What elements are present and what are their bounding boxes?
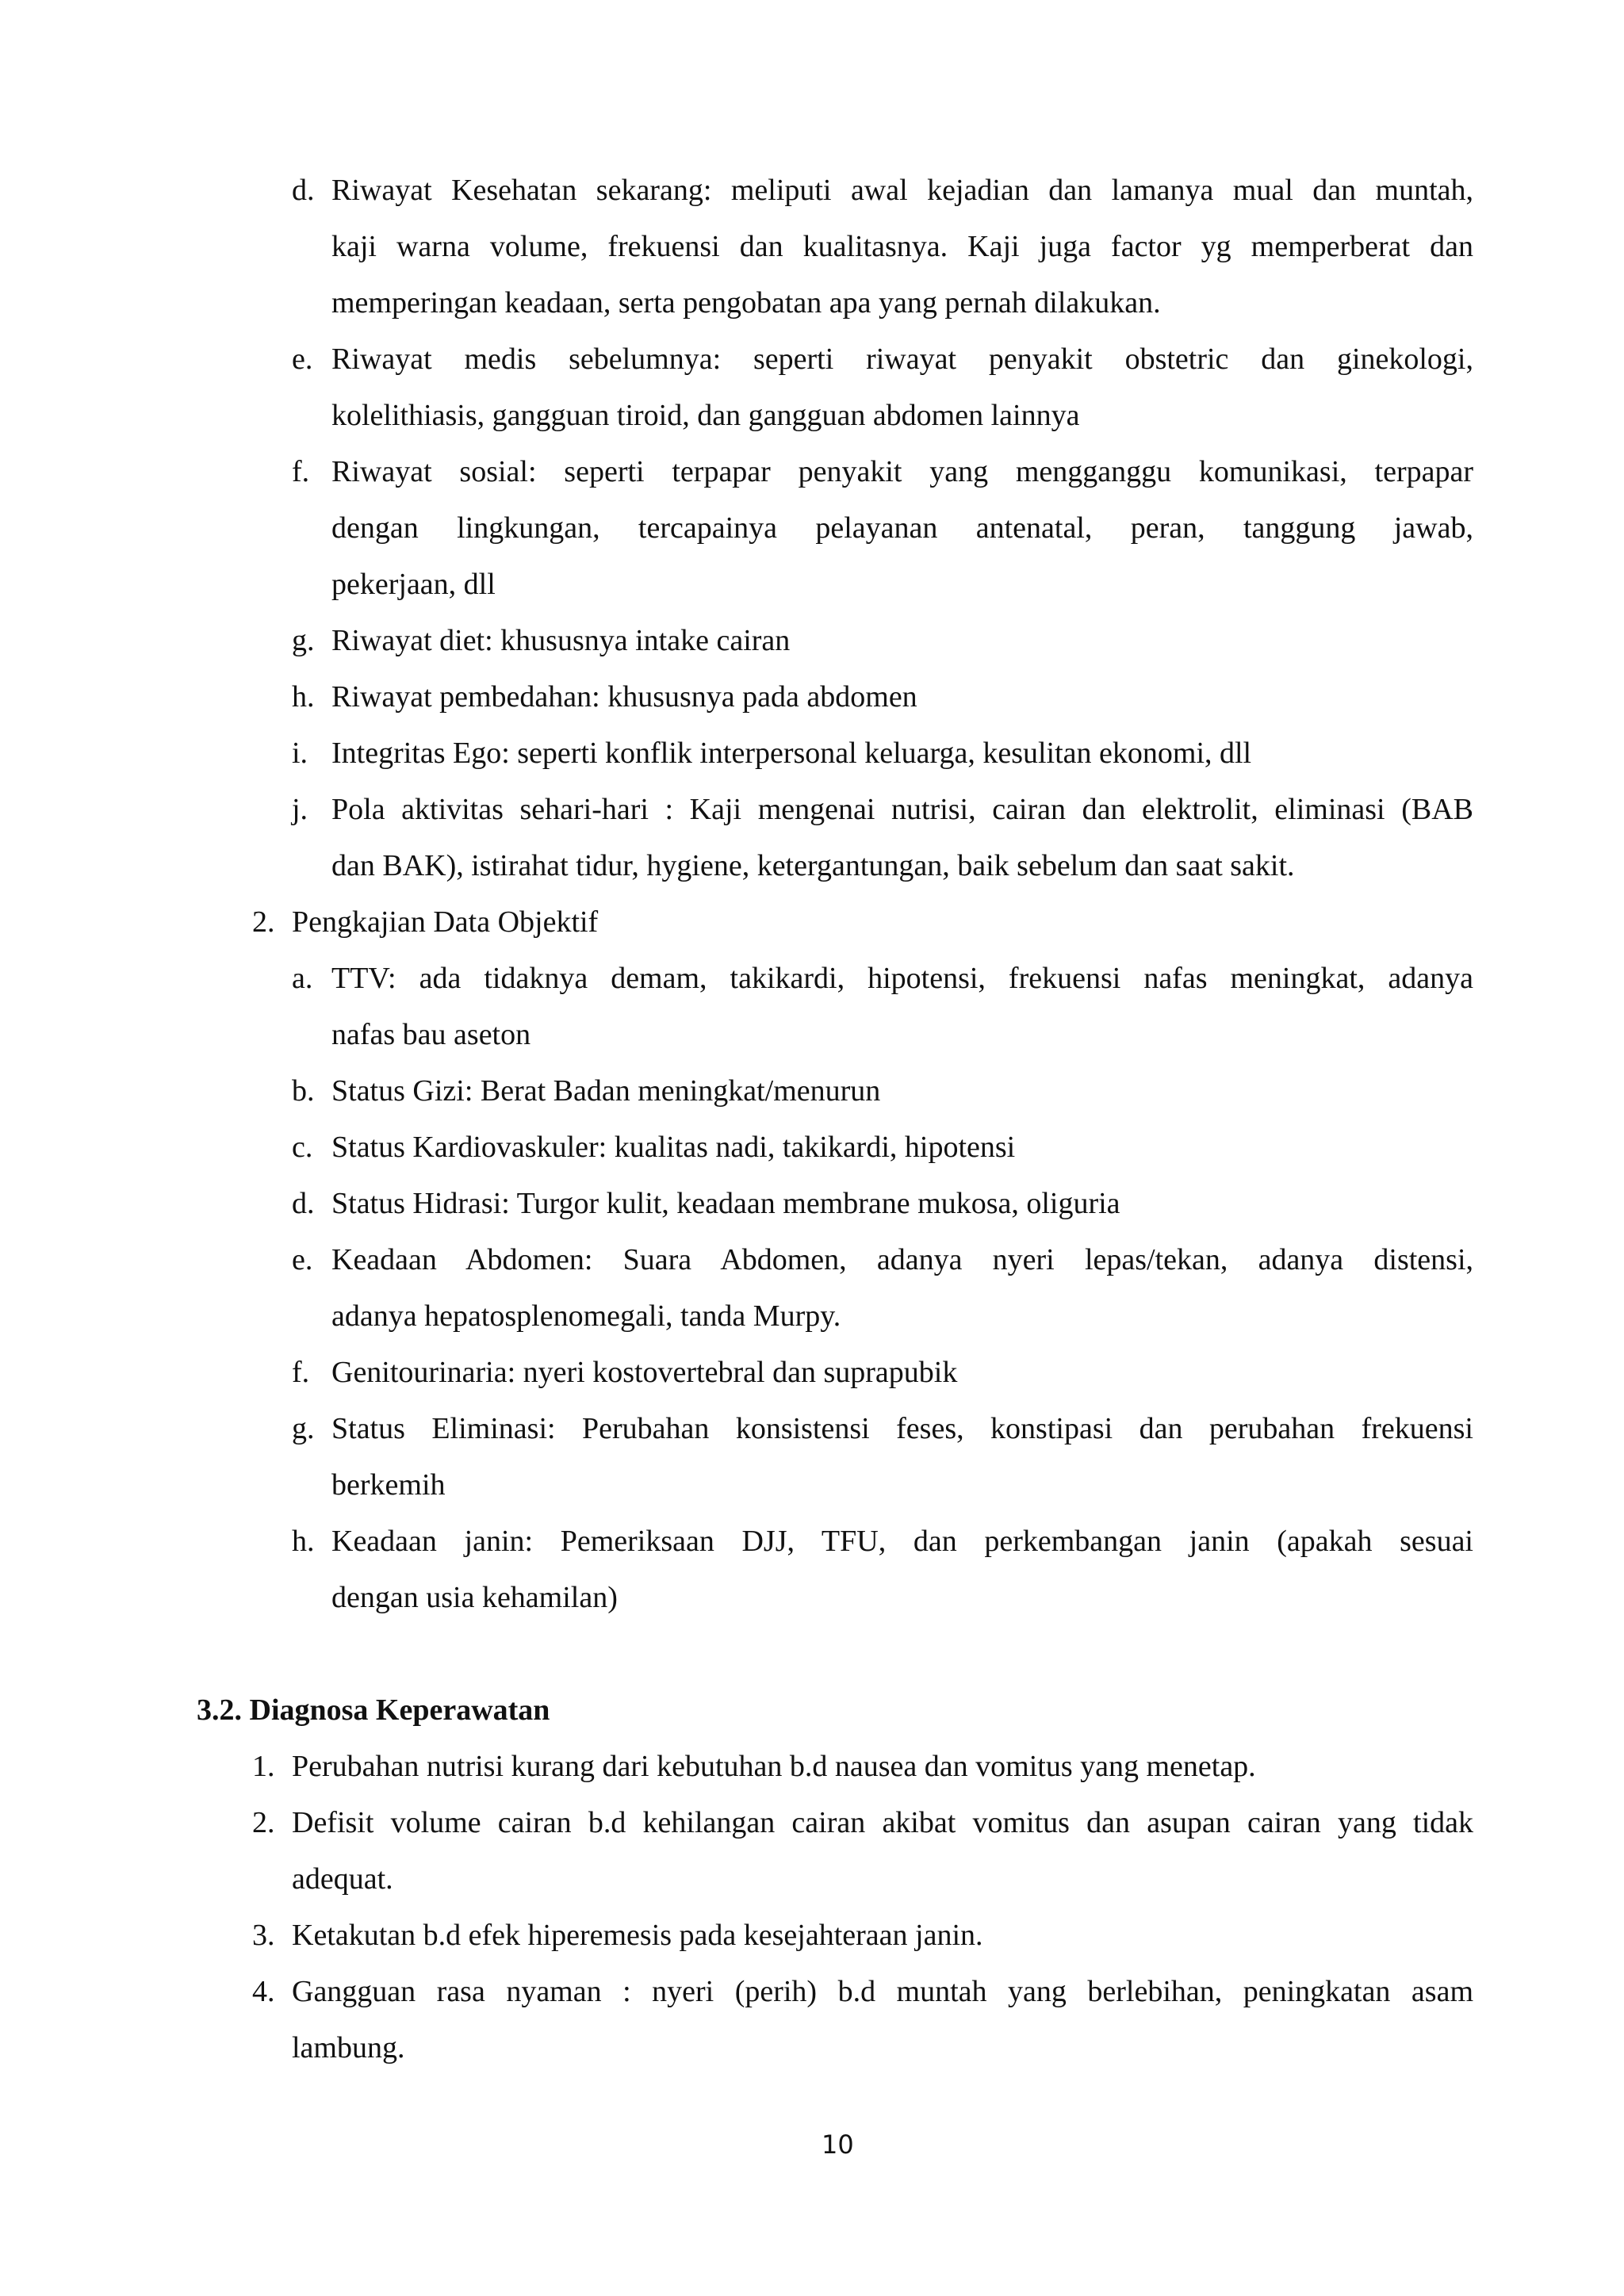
list-item-label: g. [292,1412,315,1445]
list-item-label: a. [292,962,313,995]
section-title: Pengkajian Data Objektif [292,905,599,939]
list-item-line: Defisit volume cairan b.d kehilangan cairan akibat vomitus dan asupan cairan yang tidak [292,1806,1473,1839]
section-heading: 3.2. Diagnosa Keperawatan [197,1693,550,1727]
list-item-label: h. [292,680,315,714]
list-item-line: Riwayat diet: khususnya intake cairan [331,624,791,657]
list-item-line: dengan lingkungan, tercapainya pelayanan antenatal, peran, tanggung jawab, [331,511,1473,545]
list-item-label: h. [292,1525,315,1558]
list-item-line: Status Eliminasi: Perubahan konsistensi feses, konstipasi dan perubahan frekuensi [331,1412,1473,1445]
list-item-line: Riwayat pembedahan: khususnya pada abdomen [331,680,917,714]
list-item-line: berkemih [331,1468,446,1502]
list-item-label: 3. [252,1919,275,1952]
list-item-line: Keadaan janin: Pemeriksaan DJJ, TFU, dan perkembangan janin (apakah sesuai [331,1525,1473,1558]
list-item-line: Gangguan rasa nyaman : nyeri (perih) b.d muntah yang berlebihan, peningkatan asam [292,1975,1473,2008]
list-item-line: kolelithiasis, gangguan tiroid, dan gangguan abdomen lainnya [331,399,1080,432]
list-item-line: Status Gizi: Berat Badan meningkat/menurun [331,1074,881,1108]
list-item-label: f. [292,1356,310,1389]
list-item-line: Pola aktivitas sehari-hari : Kaji mengenai nutrisi, cairan dan elektrolit, eliminasi (BAB [331,793,1473,826]
list-item-line: lambung. [292,2031,405,2064]
list-item-line: pekerjaan, dll [331,568,496,601]
list-item-line: Riwayat Kesehatan sekarang: meliputi awal kejadian dan lamanya mual dan muntah, [331,174,1473,207]
list-item-label: f. [292,455,310,488]
list-item-line: adequat. [292,1862,393,1896]
list-item-line: Integritas Ego: seperti konflik interpersonal keluarga, kesulitan ekonomi, dll [331,737,1252,770]
list-item-line: memperingan keadaan, serta pengobatan apa yang pernah dilakukan. [331,286,1161,320]
list-item-line: nafas bau aseton [331,1018,531,1051]
list-item-label: d. [292,1187,315,1220]
list-item-label: 2. [252,1806,275,1839]
list-item-label: i. [292,737,308,770]
list-item-label: e. [292,1243,313,1276]
list-item-label: g. [292,624,315,657]
list-item-label: c. [292,1131,313,1164]
list-item-line: dengan usia kehamilan) [331,1581,618,1614]
list-item-line: Status Kardiovaskuler: kualitas nadi, takikardi, hipotensi [331,1131,1016,1164]
page-number: 10 [822,2130,854,2160]
list-item-label: b. [292,1074,315,1108]
list-item-line: Riwayat sosial: seperti terpapar penyakit yang mengganggu komunikasi, terpapar [331,455,1473,488]
list-item-line: Genitourinaria: nyeri kostovertebral dan suprapubik [331,1356,958,1389]
list-item-line: adanya hepatosplenomegali, tanda Murpy. [331,1299,841,1333]
list-item-label: j. [292,793,308,826]
list-item-line: Keadaan Abdomen: Suara Abdomen, adanya nyeri lepas/tekan, adanya distensi, [331,1243,1473,1276]
list-item-line: Riwayat medis sebelumnya: seperti riwayat penyakit obstetric dan ginekologi, [331,342,1473,376]
list-item-line: Status Hidrasi: Turgor kulit, keadaan membrane mukosa, oliguria [331,1187,1120,1220]
list-item-label: d. [292,174,315,207]
list-item-label: e. [292,342,313,376]
list-item-label: 4. [252,1975,275,2008]
list-item-line: Perubahan nutrisi kurang dari kebutuhan b.d nausea dan vomitus yang menetap. [292,1750,1256,1783]
list-item-line: dan BAK), istirahat tidur, hygiene, ketergantungan, baik sebelum dan saat sakit. [331,849,1295,882]
list-item-line: kaji warna volume, frekuensi dan kualitasnya. Kaji juga factor yg memperberat dan [331,230,1473,263]
list-item-line: Ketakutan b.d efek hiperemesis pada kesejahteraan janin. [292,1919,983,1952]
list-item-line: TTV: ada tidaknya demam, takikardi, hipotensi, frekuensi nafas meningkat, adanya [331,962,1473,995]
section-number: 2. [252,905,275,939]
list-item-label: 1. [252,1750,275,1783]
